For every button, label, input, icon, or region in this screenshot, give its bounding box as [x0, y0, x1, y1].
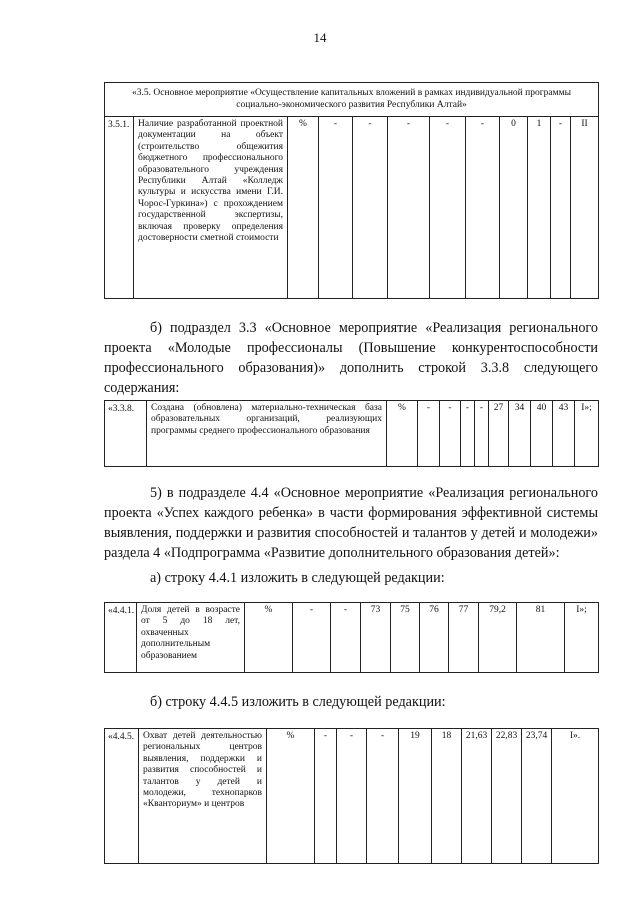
row-value: -	[367, 729, 399, 864]
row-value: 73	[361, 603, 391, 673]
row-number: «3.3.8.	[105, 401, 147, 467]
row-description: Доля детей в возрасте от 5 до 18 лет, охваченных дополнительным образованием	[137, 603, 245, 673]
row-value: 77	[449, 603, 479, 673]
row-value: I»;	[565, 603, 599, 673]
row-value: 21,63	[462, 729, 492, 864]
row-description: Охват детей деятельностью региональных центров выявления, поддержки и развития способностей и талантов у детей и молодежи, технопарков «Кванториум» и центров	[139, 729, 267, 864]
row-value: -	[466, 117, 500, 299]
table-3-5	[104, 82, 599, 299]
row-value: -	[440, 401, 461, 467]
table-row	[105, 729, 599, 864]
paragraph-subsection-3-3: б) подраздел 3.3 «Основное мероприятие «Реализация регионального проекта «Молодые профессионалы (Повышение конкурентоспособности профессионального образования)» дополнить строкой 3.3.8 следующего содержания:	[104, 320, 598, 396]
row-value: -	[388, 117, 430, 299]
row-value: I»;	[575, 401, 599, 467]
row-value: -	[475, 401, 489, 467]
row-value: 19	[399, 729, 432, 864]
row-value: -	[461, 401, 475, 467]
row-value: II	[571, 117, 599, 299]
row-number: «4.4.5.	[105, 729, 139, 864]
row-description: Наличие разработанной проектной документации на объект (строительство общежития бюджетного профессионального образовательного учреждения Республики Алтай «Колледж культуры и искусства имени Г.И. Чорос-Гуркина») с прохождением государственной экспертизы, включая проверку определения достоверности сметной стоимости	[134, 117, 288, 299]
row-value: -	[331, 603, 361, 673]
page-number: 14	[313, 30, 327, 45]
row-value: I».	[552, 729, 599, 864]
row-value: -	[551, 117, 571, 299]
table-4-4-5	[104, 728, 599, 864]
row-value: -	[430, 117, 466, 299]
row-value: 79,2	[479, 603, 517, 673]
row-value: 23,74	[522, 729, 552, 864]
row-value: 43	[553, 401, 575, 467]
row-unit: %	[288, 117, 319, 299]
row-number: 3.5.1.	[105, 117, 134, 299]
row-value: 34	[509, 401, 531, 467]
row-value: -	[353, 117, 388, 299]
row-value: 27	[489, 401, 509, 467]
row-value: 0	[500, 117, 528, 299]
row-unit: %	[267, 729, 315, 864]
row-value: 81	[517, 603, 565, 673]
row-value: 18	[432, 729, 462, 864]
paragraph-row-4-4-5: б) строку 4.4.5 изложить в следующей редакции:	[150, 694, 446, 710]
table-row	[105, 401, 599, 467]
row-value: 75	[391, 603, 420, 673]
row-value: -	[337, 729, 367, 864]
table-row	[105, 117, 599, 299]
table-row	[105, 603, 599, 673]
row-unit: %	[387, 401, 418, 467]
row-value: -	[293, 603, 331, 673]
table-3-3-8	[104, 400, 599, 467]
row-value: -	[319, 117, 353, 299]
row-value: 76	[420, 603, 449, 673]
row-value: 1	[528, 117, 551, 299]
paragraph-subsection-4-4: 5) в подразделе 4.4 «Основное мероприятие «Реализация регионального проекта «Успех каждого ребенка» в части формирования эффективной системы выявления, поддержки и развития способностей и талантов у детей и молодежи» раздела 4 «Подпрограмма «Развитие дополнительного образования детей»:	[104, 485, 598, 561]
row-unit: %	[245, 603, 293, 673]
row-value: -	[418, 401, 440, 467]
row-value: -	[315, 729, 337, 864]
table-4-4-1	[104, 602, 599, 673]
row-description: Создана (обновлена) материально-техническая база образовательных организаций, реализующих программы среднего профессионального образования	[147, 401, 387, 467]
paragraph-row-4-4-1: а) строку 4.4.1 изложить в следующей редакции:	[150, 570, 445, 586]
table-header: «3.5. Основное мероприятие «Осуществление капитальных вложений в рамках индивидуальной программы социально-экономического развития Республики Алтай»	[105, 83, 599, 117]
row-value: 40	[531, 401, 553, 467]
row-value: 22,83	[492, 729, 522, 864]
row-number: «4.4.1.	[105, 603, 137, 673]
